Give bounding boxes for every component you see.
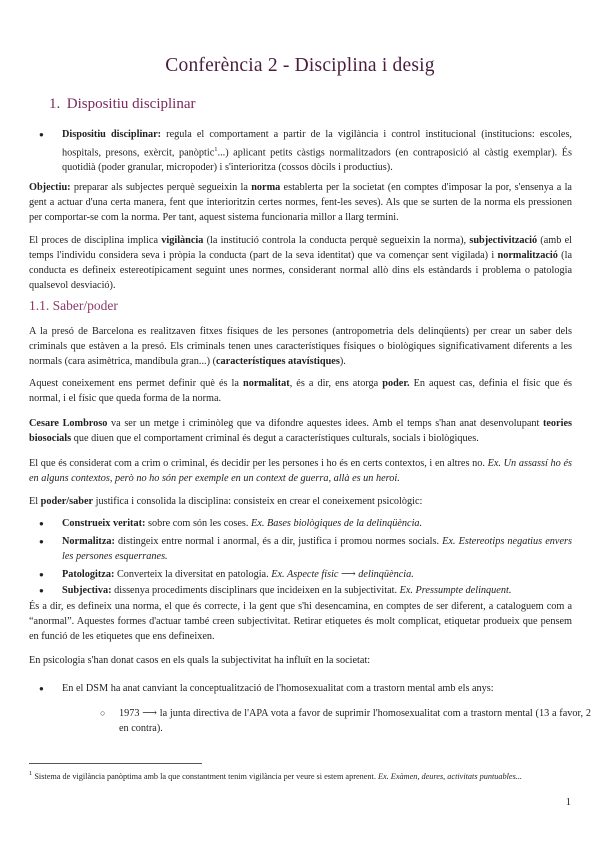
podersaber-paragraph: El poder/saber justifica i consolida la disciplina: consisteix en crear el coneixement psicològic: (29, 496, 423, 507)
page-title: Conferència 2 - Disciplina i desig (165, 55, 435, 76)
list-item: ● Patologitza: Converteix la diversitat en patologia. Ex. Aspecte físic ⟶ delinqüència. (29, 567, 572, 582)
list-item: ● En el DSM ha anat canviant la conceptualització de l'homosexualitat com a trastorn mental amb els anys: (29, 681, 572, 696)
lombroso-paragraph: Cesare Lombroso va ser un metge i criminòleg que va difondre aquestes idees. Amb el temps s'han anat desenvolupant teories biosocials que diuen que el comportament criminal és degut a característiques culturals, socials i biològiques. (29, 418, 572, 444)
section-heading-1-1: 1.1. Saber/poder (29, 298, 118, 313)
term: Dispositiu disciplinar: (62, 129, 162, 140)
psicologia-paragraph: En psicologia s'han donat casos en els quals la subjectivitat ha influït en la societat: (29, 655, 371, 666)
norma-paragraph: És a dir, es defineix una norma, el que és correcte, i la gent que s'hi desencamina, en comptes de ser diferent, a cataloguem com a “anormal”. Aquestes formes d'actuar també creen subjectivitat. Retirar etiquetes és molt complicat, etiquetar produeix que pensem en funció de les etiquetes que ens defineixen. (29, 601, 572, 642)
coneixement-paragraph: Aquest coneixement ens permet definir què és la normalitat, és a dir, ens atorga poder. En aquest cas, definia el físic que és normal, i el físic que queda forma de la norma. (29, 378, 573, 404)
preso-paragraph: A la presó de Barcelona es realitzaven fitxes físiques de les persones (antropometria dels delinqüents) per crear un saber dels criminals que estàven a la presó. Els criminals tenen unes característiques físiques o biològiques significativament diferents a les normals (cara asimètrica, mandíbula gran...) (característiques atavístiques). (29, 326, 572, 367)
list-item: ● Subjectiva: dissenya procediments disciplinars que incideixen en la subjectivitat. Ex. Pressumpte delinquent. (29, 583, 572, 598)
footnote: $^1$ Sistema de vigilància panòptima amb la que constantment tenim vigilància per veure si estem aprenent. Ex. Exàmen, deures, activitats puntuables... (29, 770, 522, 781)
footnote-ref[interactable]: 1 (214, 146, 218, 153)
objectiu-paragraph: Objectiu: preparar als subjectes perquè segueixin la norma establerta per la societat (en comptes d'imposar la por, s'ensenya a la gent a actuar d'una certa manera, fent que interioritzin certes normes, fent-les seves). Als que se surten de la norma els pressionen per comportar-se com la norma. Per tant, aquest sistema funcionaria millor a llarg termini. (29, 182, 572, 223)
apa-subitem: ○ 1973 ⟶ la junta directiva de l'APA vota a favor de suprimir l'homosexualitat com a trastorn mental (13 a favor, 2 en contra). (100, 706, 591, 736)
section-title: Dispositiu disciplinar (66, 96, 196, 112)
section-number: 1. (49, 96, 61, 112)
section-heading-1 (49, 96, 196, 113)
psychology-list (29, 516, 572, 598)
dispositiu-list (29, 127, 572, 175)
list-item: ● Normalitza: distingeix entre normal i anormal, és a dir, justifica i promou normes socials. Ex. Estereotips negatius envers les persones esquerranes. (29, 534, 572, 564)
proces-paragraph: El proces de disciplina implica vigilància (la institució controla la conducta perquè segueixin la norma), subjectivització (amb el temps l'individu considera seva i pròpia la conducta (part de la seva identitat) que va començar sent vigilada) i normalització (la conducta es defineix estereotípicament seguint unes normes, considerant normal allò dins els estàndards i problema o patologia qualsevol desviació). (29, 235, 572, 291)
footnote-divider (29, 763, 202, 764)
list-item: ● Construeix veritat: sobre com són les coses. Ex. Bases biològiques de la delinqüència. (29, 516, 572, 531)
crim-paragraph: El que és considerat com a crim o criminal, és decidir per les persones i ho és en certs contextos, i en altres no. Ex. Un assassí ho és en alguns contextos, però no ho són per exemple en un context de guerra, allà es un heroi. (29, 458, 572, 484)
page-number: 1 (565, 797, 571, 808)
dsm-list (29, 681, 572, 696)
list-item: ● Dispositiu disciplinar: regula el comportament a partir de la vigilància i control institucional (institucions: escoles, hospitals, presons, exèrcit, panòptic$^1$...) aplicant petits càstigs normalitzadors (en contraposició al càstig exemplar). És quotidià (poder granular, micropoder) i s'interioritza (cossos dòcils i productius). (29, 127, 572, 175)
